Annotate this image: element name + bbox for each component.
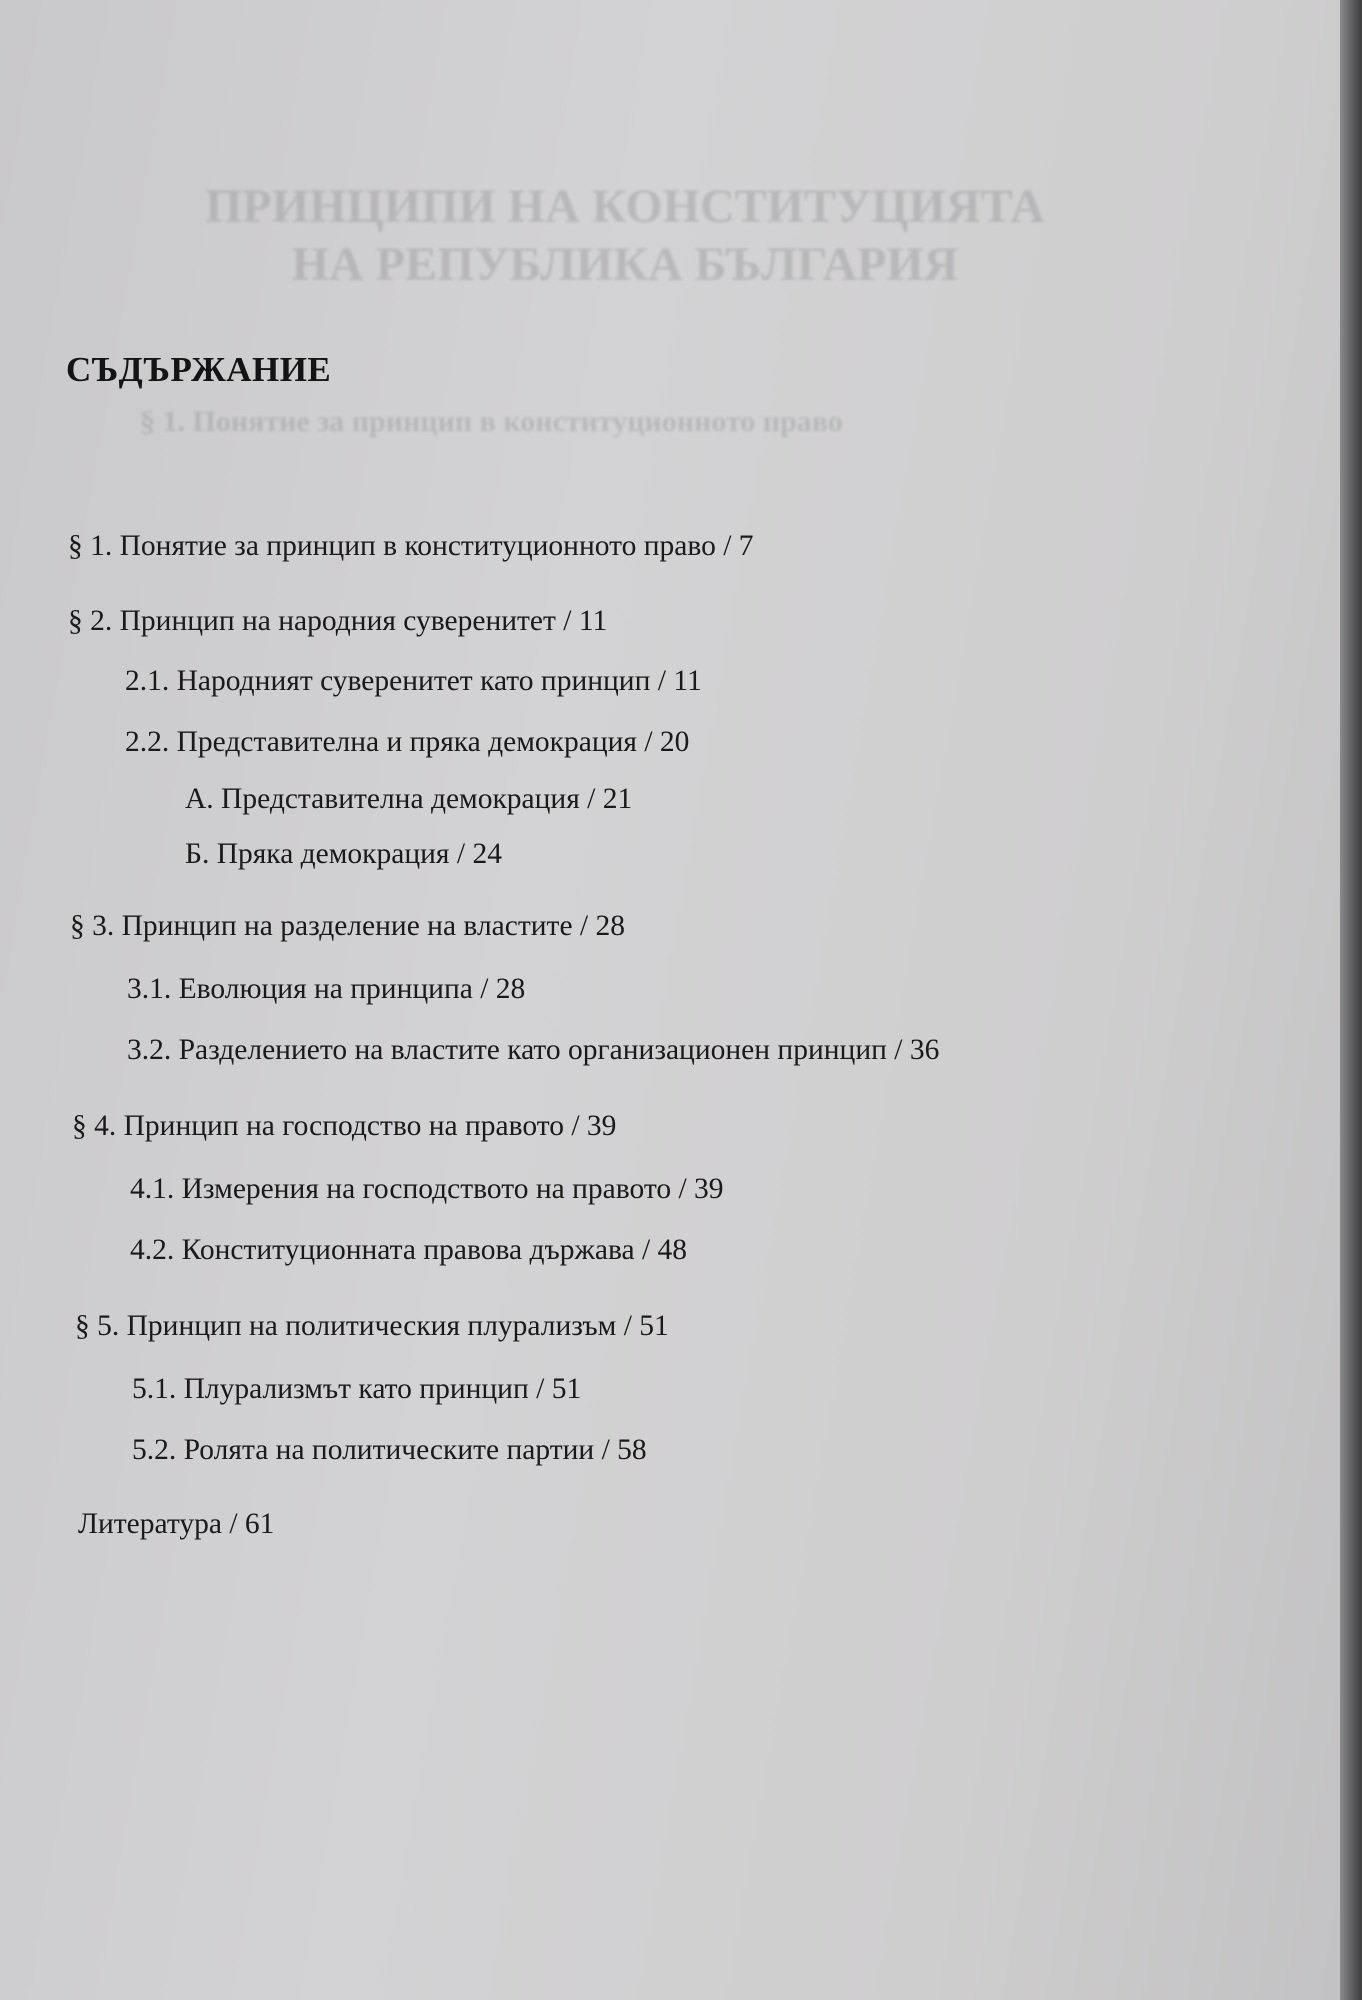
toc-entry-4-1: 4.1. Измерения на господството на правото / 39 [130,1173,724,1205]
toc-entry-section-3: § 3. Принцип на разделение на властите / 28 [70,910,625,942]
toc-entry-section-4: § 4. Принцип на господство на правото / 39 [72,1110,617,1142]
toc-entry-2-2-a: А. Представителна демокрация / 21 [185,783,633,815]
bleed-through-section-heading: § 1. Понятие за принцип в конституционното право [140,405,843,438]
table-of-contents-title: СЪДЪРЖАНИЕ [66,350,332,389]
toc-entry-section-2: § 2. Принцип на народния суверенитет / 11 [68,605,608,637]
toc-entry-section-5: § 5. Принцип на политическия плурализъм / 51 [75,1310,669,1342]
toc-entry-2-2-b: Б. Пряка демокрация / 24 [185,838,502,870]
bleed-through-title-line2: НА РЕПУБЛИКА БЪЛГАРИЯ [291,238,959,291]
toc-entry-3-1: 3.1. Еволюция на принципа / 28 [127,973,526,1005]
toc-entry-bibliography: Литература / 61 [78,1508,275,1540]
toc-entry-4-2: 4.2. Конституционната правова държава / 48 [130,1234,688,1266]
bleed-through-title [0,178,1250,294]
page-edge-shadow [1340,0,1362,2000]
toc-entry-5-1: 5.1. Плурализмът като принцип / 51 [132,1373,582,1405]
toc-entry-2-1: 2.1. Народният суверенитет като принцип / 11 [125,665,702,697]
bleed-through-title-line1: ПРИНЦИПИ НА КОНСТИТУЦИЯТА [205,180,1045,233]
toc-entry-3-2: 3.2. Разделението на властите като организационен принцип / 36 [127,1034,940,1066]
toc-entry-2-2: 2.2. Представителна и пряка демокрация / 20 [125,726,690,758]
toc-entry-section-1: § 1. Понятие за принцип в конституционното право / 7 [68,530,754,562]
toc-entry-5-2: 5.2. Ролята на политическите партии / 58 [132,1434,647,1466]
